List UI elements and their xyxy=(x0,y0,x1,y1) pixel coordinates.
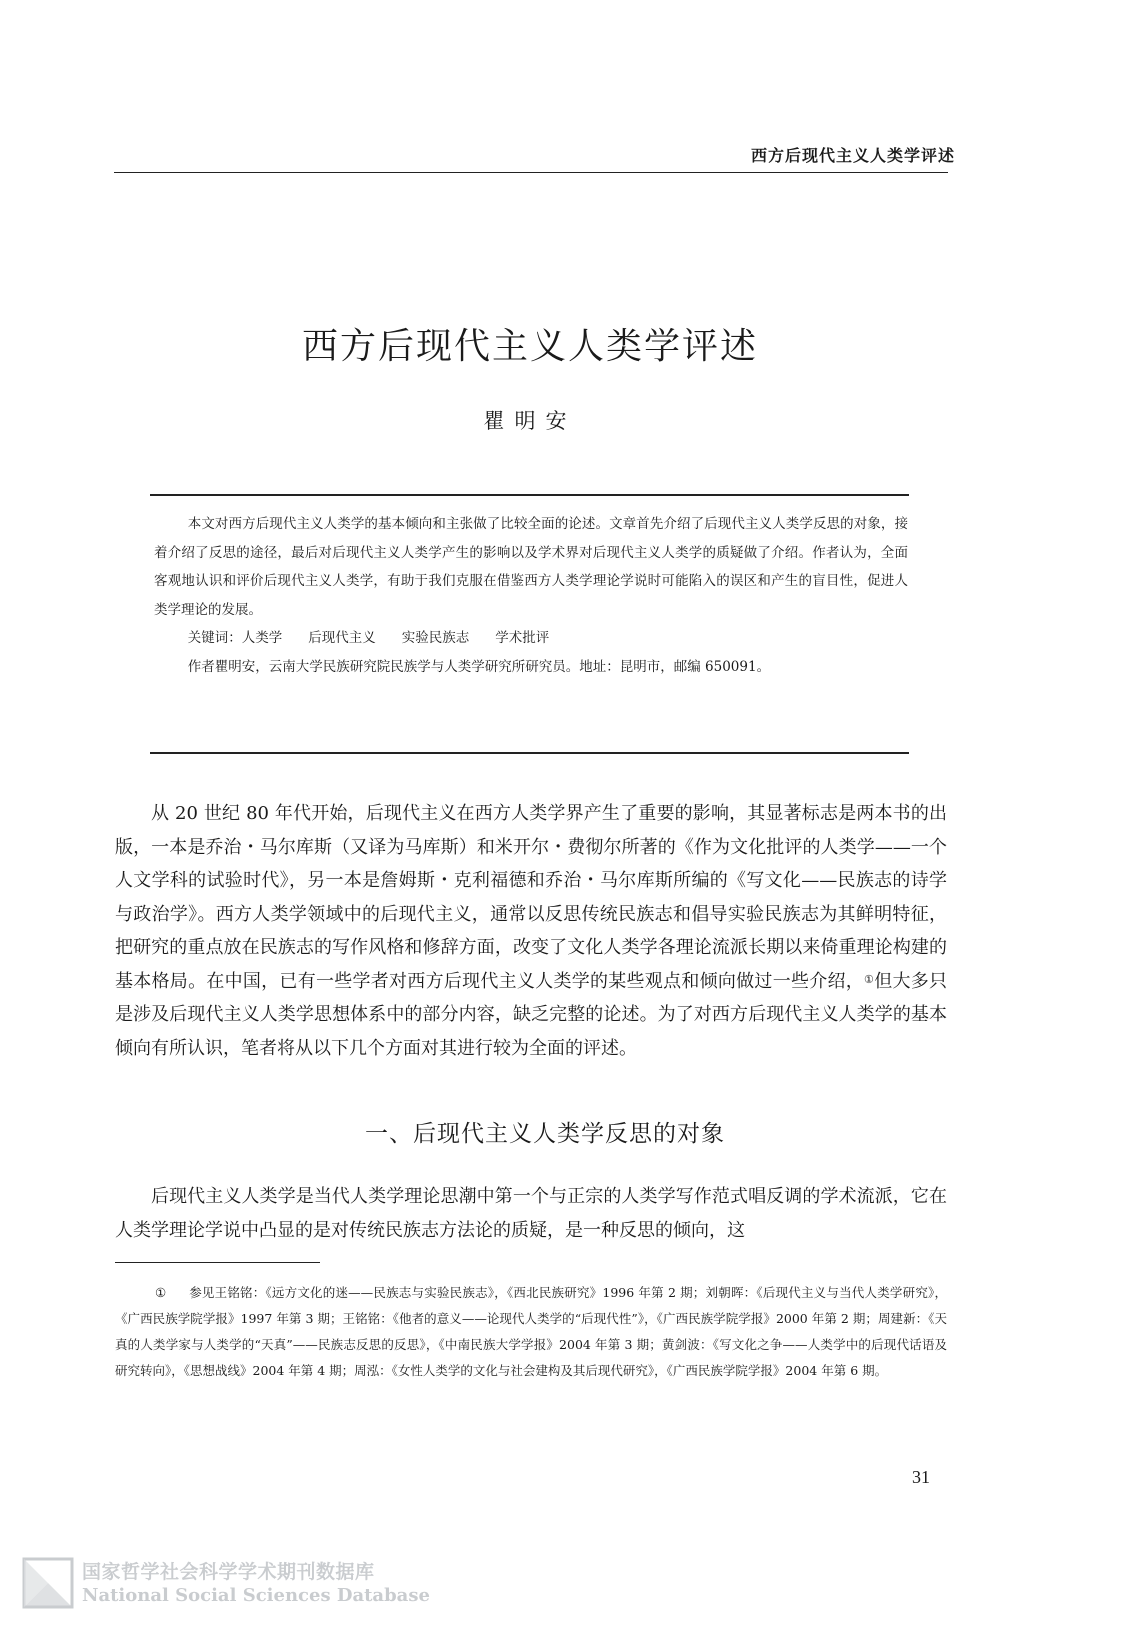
author-info: 作者瞿明安，云南大学民族研究院民族学与人类学研究所研究员。地址：昆明市，邮编 650091。 xyxy=(187,658,771,675)
section1-body xyxy=(115,1180,947,1247)
footnote-rule xyxy=(115,1262,320,1263)
database-logo-icon xyxy=(22,1557,74,1609)
article-title: 西方后现代主义人类学评述 xyxy=(301,326,758,367)
watermark-name-cn: 国家哲学社会科学学术期刊数据库 xyxy=(82,1561,375,1583)
intro-text-part2: 但大多只是涉及后现代主义人类学思想体系中的部分内容，缺乏完整的论述。为了对西方后现代主义人类学的基本倾向有所认识，笔者将从以下几个方面对其进行较为全面的评述。 xyxy=(115,970,947,1059)
keywords-label: 关键词： xyxy=(187,630,242,646)
section-heading: 一、后现代主义人类学反思的对象 xyxy=(365,1121,725,1147)
footnote-reference[interactable]: ① xyxy=(864,972,875,986)
running-header: 西方后现代主义人类学评述 xyxy=(750,146,955,165)
footnote xyxy=(115,1280,947,1384)
header-rule xyxy=(114,172,948,173)
intro-paragraph xyxy=(115,797,947,1065)
page-number: 31 xyxy=(912,1467,930,1487)
keyword: 人类学 xyxy=(241,630,283,646)
keyword: 实验民族志 xyxy=(401,630,470,646)
footnote-text: 参见王铭铭：《远方文化的迷——民族志与实验民族志》，《西北民族研究》1996 年第 2 期；刘朝晖：《后现代主义与当代人类学研究》，《广西民族学院学报》1997 年第 3 期；王铭铭：《他者的意义——论现代人类学的“后现代性”》，《广西民族学院学报》2000 年第 2 期；周建新：《天真的人类学家与人类学的“天真”——民族志反思的反思》，《中南民族大学学报》2004 年第 3 期；黄剑波：《写文化之争——人类学中的后现代话语及研究转向》，《思想战线》2004 年第 4 期；周泓：《女性人类学的文化与社会建构及其后现代研究》，《广西民族学院学报》2004 年第 6 期。 xyxy=(115,1285,947,1378)
keyword: 学术批评 xyxy=(495,630,550,646)
database-watermark xyxy=(22,1553,442,1619)
abstract-text: 本文对西方后现代主义人类学的基本倾向和主张做了比较全面的论述。文章首先介绍了后现代主义人类学反思的对象，接着介绍了反思的途径，最后对后现代主义人类学产生的影响以及学术界对后现代主义人类学的质疑做了介绍。作者认为，全面客观地认识和评价后现代主义人类学，有助于我们克服在借鉴西方人类学理论学说时可能陷入的误区和产生的盲目性，促进人类学理论的发展。 xyxy=(154,516,908,618)
keywords-line xyxy=(154,624,908,653)
keyword: 后现代主义 xyxy=(308,630,376,646)
abstract-bottom-rule xyxy=(150,752,909,754)
intro-section xyxy=(115,797,947,1065)
section1-paragraph: 后现代主义人类学是当代人类学理论思潮中第一个与正宗的人类学写作范式唱反调的学术流派，它在人类学理论学说中凸显的是对传统民族志方法论的质疑，是一种反思的倾向，这 xyxy=(115,1186,947,1241)
abstract-top-rule xyxy=(150,494,909,496)
abstract-block xyxy=(154,510,908,681)
article-author: 瞿明安 xyxy=(483,409,577,433)
intro-text-part1: 从 20 世纪 80 年代开始，后现代主义在西方人类学界产生了重要的影响，其显著标志是两本书的出版，一本是乔治・马尔库斯（又译为马库斯）和米开尔・费彻尔所著的《作为文化批评的人类学——一个人文学科的试验时代》，另一本是詹姆斯・克利福德和乔治・马尔库斯所编的《写文化——民族志的诗学与政治学》。西方人类学领域中的后现代主义，通常以反思传统民族志和倡导实验民族志为其鲜明特征，把研究的重点放在民族志的写作风格和修辞方面，改变了文化人类学各理论流派长期以来倚重理论构建的基本格局。在中国，已有一些学者对西方后现代主义人类学的某些观点和倾向做过一些介绍， xyxy=(115,803,947,992)
footnote-marker: ① xyxy=(155,1285,167,1300)
watermark-name-en: National Social Sciences Database xyxy=(82,1585,430,1606)
